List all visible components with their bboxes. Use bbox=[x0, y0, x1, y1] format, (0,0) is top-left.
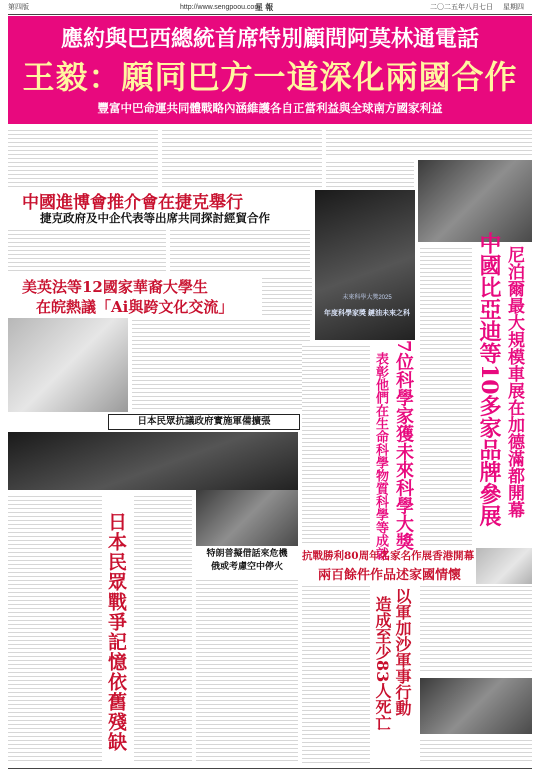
page-number: 第四版 bbox=[8, 4, 29, 11]
science-award-subhead: 表彰他們在生命科學物質科學等成就 bbox=[373, 352, 388, 560]
gaza-caption bbox=[196, 548, 298, 574]
banner-headline-sub: 豐富中巴命運共同體戰略內涵維護各自正當利益與全球南方國家利益 bbox=[97, 101, 443, 115]
israel-headline-line2: 造成至少83人死亡 bbox=[373, 596, 392, 731]
lead-article-text-col1 bbox=[8, 128, 158, 188]
lead-article-text-col4 bbox=[326, 160, 414, 188]
lead-article-text-col2 bbox=[162, 128, 322, 188]
expo-text-col3 bbox=[262, 276, 312, 316]
footer-rule bbox=[8, 768, 532, 769]
website-url[interactable]: http://www.sengpoou.com bbox=[180, 3, 261, 11]
expo-subhead: 捷克政府及中企代表等出席共同探討經貿合作 bbox=[40, 211, 270, 225]
nepal-headline-line2: 中國比亞迪等10多家品牌參展 bbox=[476, 232, 502, 527]
japan-war-memory-headline: 日本民眾戰爭記憶依舊殘缺 bbox=[105, 512, 127, 752]
science-award-headline: 7位科學家獲未來科學大獎 bbox=[393, 340, 414, 551]
motor-show-photo bbox=[418, 160, 532, 242]
students-subhead: 在皖熱議「Ai與跨文化交流」 bbox=[36, 298, 234, 316]
hk-exhibition-headline-1: 抗戰勝利80周年名家名作展香港開幕 bbox=[302, 550, 475, 562]
masthead-rule bbox=[8, 14, 532, 15]
students-photo bbox=[8, 318, 128, 412]
science-award-sign-2: 未來科學大獎2025 bbox=[342, 295, 392, 301]
hk-exhibition-text-col1 bbox=[302, 584, 370, 764]
expo-headline: 中國進博會推介會在捷克舉行 bbox=[22, 193, 243, 213]
lead-article-text-col3 bbox=[326, 128, 532, 158]
students-text bbox=[132, 318, 310, 412]
hk-exhibition-headline-2: 兩百餘件作品述家國情懷 bbox=[318, 568, 462, 583]
banner-headline-top: 應約與巴西總統首席特別顧問阿莫林通電話 bbox=[60, 26, 479, 52]
expo-text-col2 bbox=[170, 228, 310, 274]
gaza-photo bbox=[196, 490, 298, 546]
israel-headline-line1: 以軍加沙軍事行動 bbox=[393, 588, 412, 716]
science-award-sign: 年度科學家獎 鏈油未來之科 bbox=[324, 310, 410, 317]
paper-name: 星 報 bbox=[255, 2, 274, 12]
science-award-text bbox=[302, 344, 370, 544]
gaza-caption-line1: 特朗普擬借話來危機 bbox=[206, 549, 288, 559]
japan-protest-photo bbox=[8, 432, 298, 490]
hk-exhibition-text-col3 bbox=[420, 738, 532, 764]
gaza-caption-line2: 俄或考慮空中停火 bbox=[210, 562, 283, 572]
issue-weekday: 星期四 bbox=[503, 4, 524, 11]
japan-war-text-col2 bbox=[134, 494, 192, 764]
students-headline: 美英法等12國家華裔大學生 bbox=[22, 278, 208, 296]
banner-headline-main: 王毅：願同巴方一道深化兩國合作 bbox=[22, 58, 518, 96]
japan-protest-caption: 日本民眾抗議政府實施軍備擴張 bbox=[108, 414, 300, 430]
nepal-text bbox=[420, 246, 472, 546]
hk-exhibition-photo bbox=[420, 678, 532, 734]
lead-banner bbox=[8, 16, 532, 124]
expo-text-col1 bbox=[8, 228, 166, 274]
hk-exhibition-text-col2 bbox=[420, 584, 532, 674]
masthead bbox=[0, 0, 540, 14]
japan-war-text-col1 bbox=[8, 494, 102, 764]
gaza-text bbox=[196, 578, 298, 764]
nepal-headline-line1: 尼泊爾最大規模車展在加德滿都開幕 bbox=[504, 246, 524, 518]
issue-date: 二〇二五年八月七日 bbox=[430, 4, 493, 11]
